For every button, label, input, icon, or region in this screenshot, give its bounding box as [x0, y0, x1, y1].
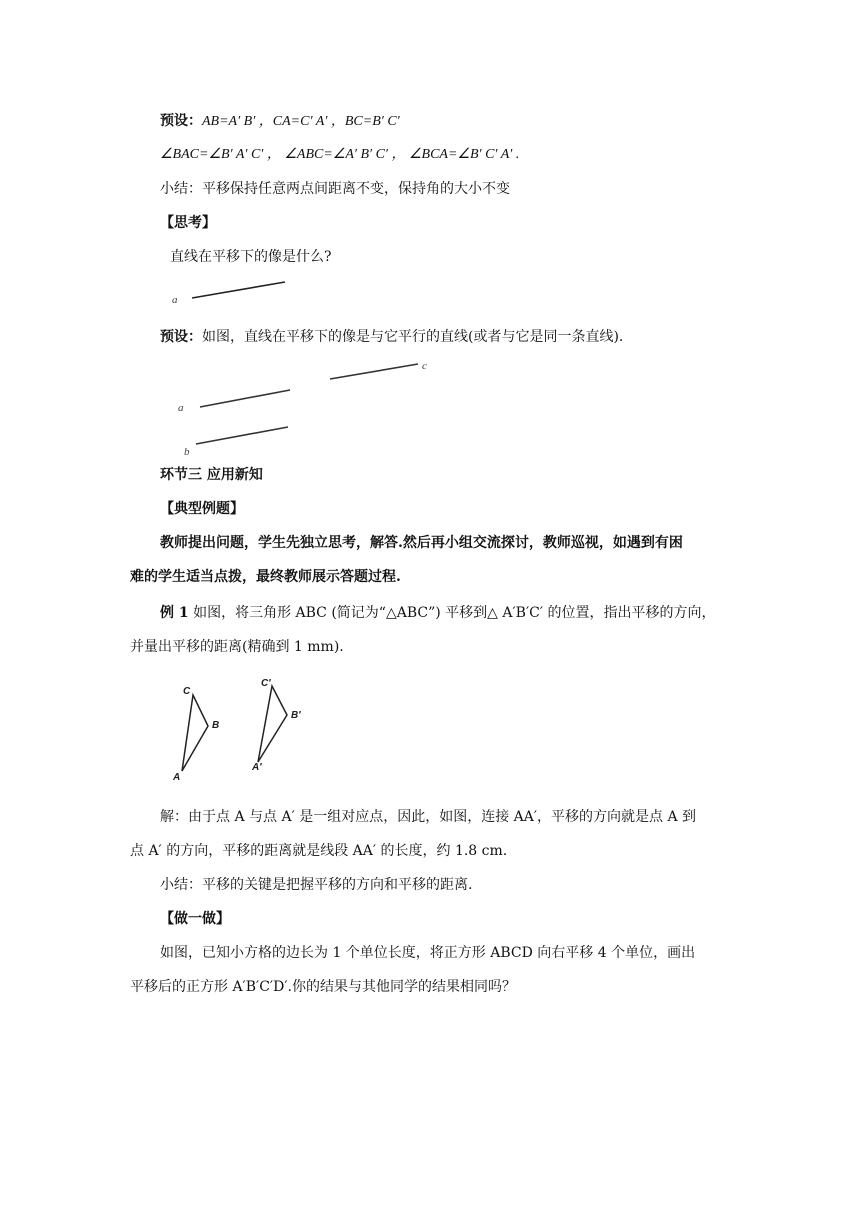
- section3-title: 环节三 应用新知: [160, 467, 263, 483]
- example1-line2: 并量出平移的距离(精确到 1 mm).: [130, 639, 344, 655]
- label-a: a: [172, 294, 178, 306]
- solution-line2: 点 A′ 的方向，平移的距离就是线段 AA′ 的长度，约 1.8 cm.: [130, 843, 508, 859]
- preset2-line: [160, 326, 623, 348]
- line-figure: [160, 272, 300, 312]
- summary1: 小结：平移保持任意两点间距离不变，保持角的大小不变: [160, 181, 510, 197]
- example1-label: 例 1: [160, 605, 189, 621]
- label-c: c: [422, 360, 427, 372]
- triangles-figure: [160, 672, 320, 784]
- think-question: 直线在平移下的像是什么?: [170, 249, 332, 265]
- triangle-abc: [182, 695, 208, 771]
- preset1-line2: ∠BAC=∠B′ A′ C′ ， ∠ABC=∠A′ B′ C′ ， ∠BCA=∠B′ C′ A′ .: [160, 147, 520, 162]
- label-A1: A′: [252, 762, 262, 773]
- label-C: C: [183, 686, 191, 697]
- preset2-label: 预设：: [160, 329, 202, 345]
- preset1-equalities-sides: AB=A′ B′ ，CA=C′ A′ ，BC=B′ C′: [202, 114, 400, 129]
- preset1-line1: [160, 110, 400, 133]
- label-a2: a: [178, 402, 184, 414]
- label-b: b: [184, 446, 190, 458]
- label-A: A: [173, 772, 181, 783]
- summary2: 小结：平移的关键是把握平移的方向和平移的距离.: [160, 877, 473, 893]
- think-heading: 【思考】: [160, 215, 216, 231]
- triangle-a1b1c1: [258, 686, 287, 762]
- instruction-line1: 教师提出问题，学生先独立思考，解答.然后再小组交流探讨，教师巡视，如遇到有困: [160, 535, 683, 551]
- solution-line1: 解：由于点 A 与点 A′ 是一组对应点，因此，如图，连接 AA′，平移的方向就是点 A 到: [160, 809, 697, 825]
- line-c: [330, 364, 418, 379]
- label-C1: C′: [261, 678, 271, 689]
- label-B1: B′: [291, 710, 301, 721]
- preset2-text: 如图，直线在平移下的像是与它平行的直线(或者与它是同一条直线).: [202, 329, 624, 345]
- example1-line1: [160, 602, 716, 624]
- examples-heading: 【典型例题】: [160, 501, 244, 517]
- line-b: [196, 427, 288, 444]
- parallel-lines-figure: [160, 352, 460, 460]
- line-a-parallel: [200, 390, 290, 407]
- label-B: B: [212, 720, 220, 731]
- do-it-line2: 平移后的正方形 A′B′C′D′.你的结果与其他同学的结果相同吗？: [130, 979, 516, 995]
- instruction-line2: 难的学生适当点拨，最终教师展示答题过程.: [130, 569, 401, 585]
- example1-text: 如图，将三角形 ABC (简记为“△ABC”) 平移到△ A′B′C′ 的位置，指出平移的方向，: [193, 605, 716, 621]
- do-it-line1: 如图，已知小方格的边长为 1 个单位长度，将正方形 ABCD 向右平移 4 个单位，画出: [160, 945, 696, 961]
- do-it-heading: 【做一做】: [160, 911, 230, 927]
- line-a: [192, 282, 285, 298]
- preset1-label: 预设：: [160, 113, 202, 129]
